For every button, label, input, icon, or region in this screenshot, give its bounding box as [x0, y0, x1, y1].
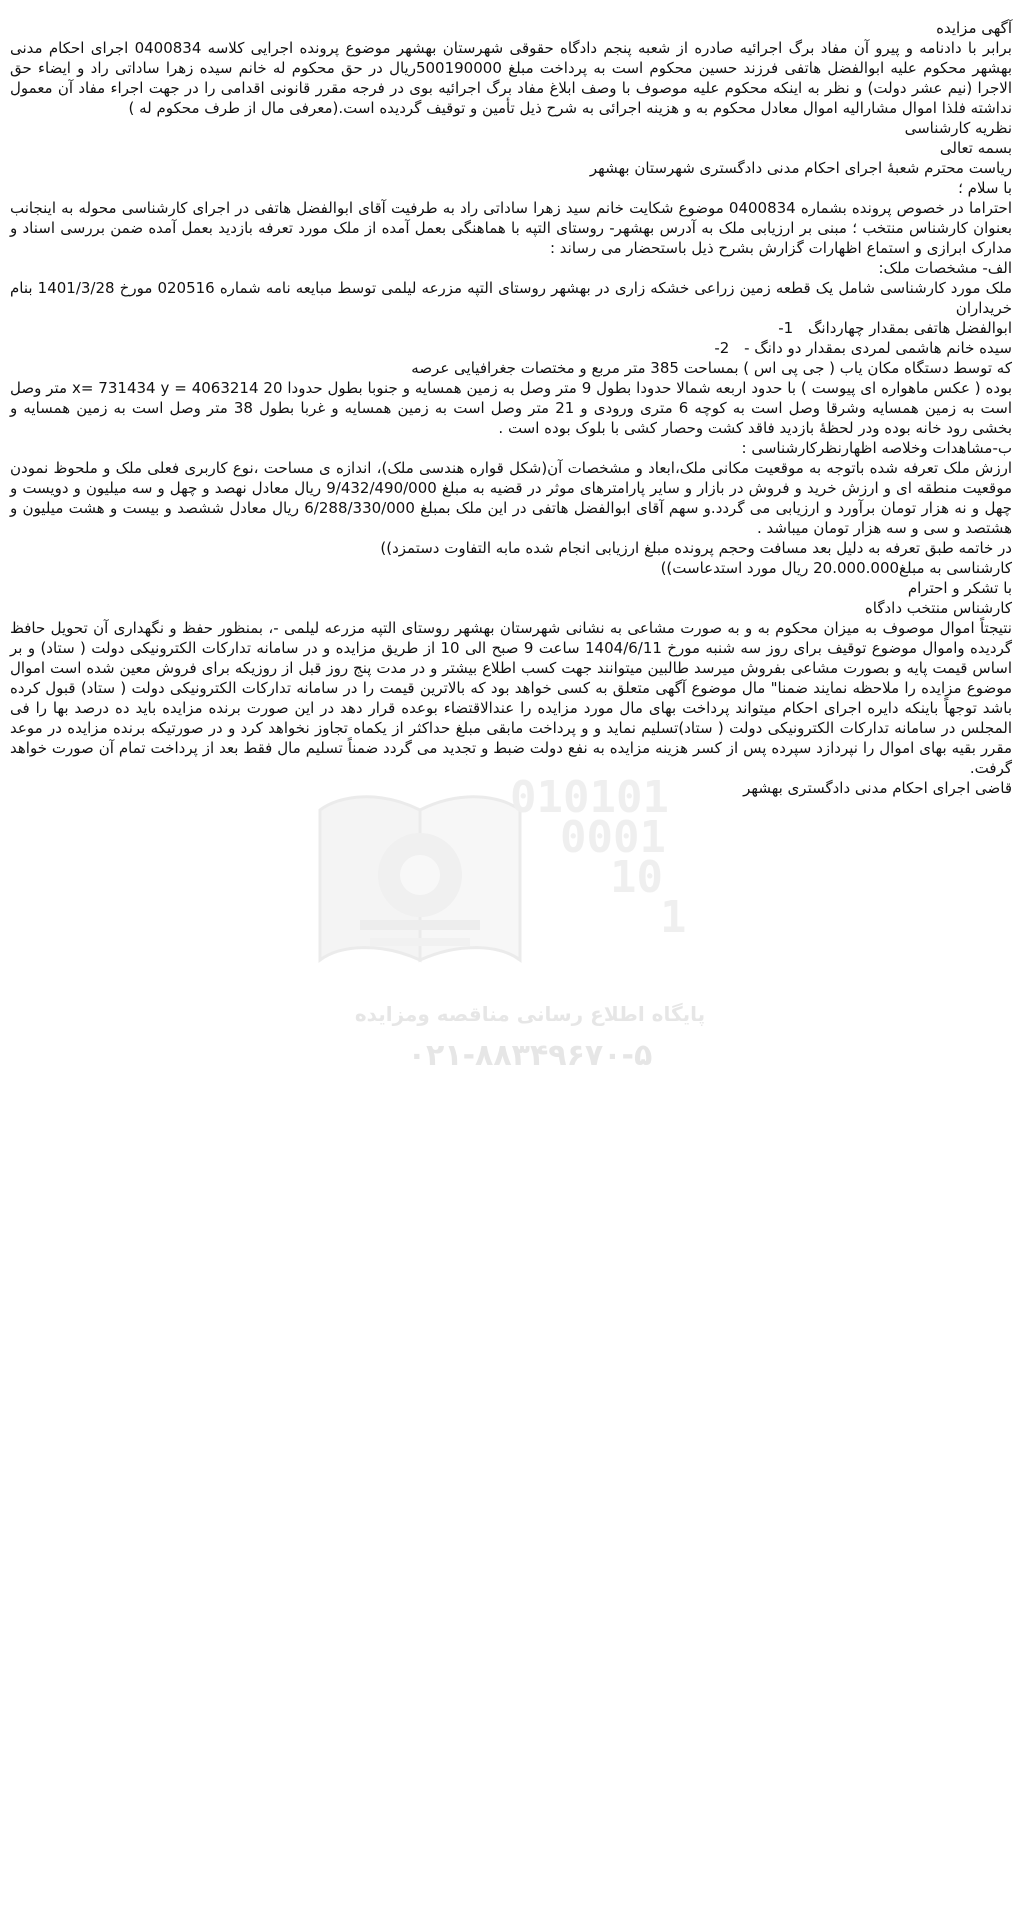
owner-item-1-text: ابوالفضل هاتفی بمقدار چهاردانگ: [807, 319, 1012, 337]
owner-item-1: [10, 318, 1012, 338]
owner-item-2-text: سیده خانم هاشمی لمردی بمقدار دو دانگ -: [744, 339, 1012, 357]
property-description: ملک مورد کارشناسی شامل یک قطعه زمین زراعی خشکه زاری در بهشهر روستای التپه مزرعه لیلمی توسط مبایعه نامه شماره 020516 مورخ 1401/3/28 بنام خریداران: [10, 279, 1013, 317]
owner-item-1-number: 1-: [778, 319, 794, 337]
watermark-bits-line: 0001: [560, 812, 666, 863]
judge-signature-line: قاضی اجرای احکام مدنی دادگستری بهشهر: [743, 779, 1012, 797]
signer-line: کارشناس منتخب دادگاه: [864, 599, 1012, 617]
watermark-bits-line: 10: [610, 852, 663, 903]
boundaries-paragraph: بوده ( عکس ماهواره ای پیوست ) با حدود اربعه شمالا حدودا بطول 9 متر وصل به زمین همسایه و جنوبا بطول حدودا x= 731434 y = 4063214 20 متر وصل است به زمین همسایه وشرقا وصل است به کوچه 6 متری ورودی و 21 متر وصل است به زمین همسایه و غربا بطول 38 متر وصل است به زمین همسایه و بخشی رود خانه بوده ودر لحظۀ بازدید فاقد کشت وحصار کشی با بلوک بوده است .: [10, 379, 1013, 437]
watermark-bits: [510, 772, 710, 943]
fee-paragraph: کارشناسی به مبلغ20.000.000 ریال مورد استدعاست)): [660, 559, 1012, 577]
final-paragraph: نتیجتاً اموال موصوف به میزان محکوم به و به صورت مشاعی به نشانی شهرستان بهشهر روستای التپه مزرعه لیلمی -، بمنظور حفظ و نگهداری آن تحویل حافظ گردیده واموال موضوع توقیف برای روز سه شنبه مورخ 1404/6/11 ساعت 9 صبح الی 10 از طریق مزایده و در سامانه تدارکات الکترونیکی دولت ( ستاد) و بر اساس قیمت پایه و بصورت مشاعی بفروش میرسد طالبین میتوانند جهت کسب اطلاع بیشتر و در مدت پنج روز قبل از روزیکه برای فروش معین شده است اموال موضوع مزایده را ملاحظه نمایند ضمنا" مال موضوع آگهی متعلق به کسی خواهد بود که بالاترین قیمت را در سامانه تدارکات الکترونیکی دولت ( ستاد) قبول کرده باشد توجهاً باینکه دایره اجرای احکام میتواند پرداخت بهای مال مورد مزایده را عندالاقتضاء بوعده قرار دهد در این صورت برنده مزایده باید ده درصد بها را فی المجلس در سامانه تدارکات الکترونیکی دولت ( ستاد)تسلیم نماید و و پرداخت مابقی مبلغ حداکثر از یکماه تجاوز نخواهد کرد و در صورتیکه برنده مزایده در موعد مقرر بقیه بهای اموال را نپردازد سپرده پس از کسر هزینه مزایده به نفع دولت ضبط و تجدید می گردد ضمناً تسلیم مال فقط بعد از پرداخت تمام آن صورت خواهد گرفت.: [10, 619, 1012, 777]
tariff-paragraph: در خاتمه طبق تعرفه به دلیل بعد مسافت وحجم پرونده مبلغ ارزیابی انجام شده مابه التفاوت دستمزد)): [380, 539, 1012, 557]
greeting-line: با سلام ؛: [958, 179, 1012, 197]
expert-opinion-heading: نظریه کارشناسی: [904, 119, 1012, 137]
owner-item-2: [10, 338, 1012, 358]
thanks-line: با تشکر و احترام: [907, 579, 1012, 597]
gps-paragraph: که توسط دستگاه مکان یاب ( جی پی اس ) بمساحت 385 متر مربع و مختصات جغرافیایی عرصه: [411, 359, 1012, 377]
watermark-phone: ۰۲۱-۸۸۳۴۹۶۷۰-۵: [407, 1038, 653, 1073]
addressee-line: ریاست محترم شعبۀ اجرای احکام مدنی دادگستری شهرستان بهشهر: [589, 159, 1012, 177]
valuation-paragraph: ارزش ملک تعرفه شده باتوجه به موقعیت مکانی ملک،ابعاد و مشخصات آن(شکل قواره هندسی ملک)، اندازه ی مساحت ،نوع کاربری فعلی ملک و ملحوظ نمودن موقعیت منطقه ای و ارزش خرید و فروش در بازار و سایر پارامترهای موثر در قضیه به مبلغ 9/432/490/000 ریال معادل نهصد و چهل و سه میلیون و دویست و چهل و نه هزار تومان برآورد و ارزیابی می گردد.و سهم آقای ابوالفضل هاتفی در این ملک بمبلغ 6/288/330/000 ریال معادل ششصد و بیست و هشت میلیون و هشتصد و سی و سه هزار تومان میباشد .: [10, 459, 1013, 537]
owner-item-2-number: 2-: [714, 339, 730, 357]
watermark-book-icon: [300, 770, 540, 1000]
watermark-bits-line: 1: [660, 892, 687, 943]
watermark-bits-line: 010101: [510, 772, 669, 823]
respect-paragraph: احتراما در خصوص پرونده بشماره 0400834 موضوع شکایت خانم سید زهرا ساداتی راد به طرفیت آقای ابوالفضل هاتفی در اجرای کارشناسی محوله به اینجانب بعنوان کارشناس منتخب ؛ مبنی بر ارزیابی ملک به آدرس بهشهر- روستای التپه با هماهنگی بعمل آمده از ملک مورد تعرفه بازدید بعمل آمده ضمن بررسی اسناد و مدارک ابرازی و استماع اظهارات گزارش بشرح ذیل باستحضار می رساند :: [10, 199, 1012, 257]
besme-line: بسمه تعالی: [939, 139, 1012, 157]
watermark: [300, 770, 750, 1090]
section-b-heading: ب-مشاهدات وخلاصه اظهارنظرکارشناسی :: [741, 439, 1012, 457]
section-a-heading: الف- مشخصات ملک:: [878, 259, 1012, 277]
notice-intro: برابر با دادنامه و پیرو آن مفاد برگ اجرائیه صادره از شعبه پنجم دادگاه حقوقی شهرستان بهشهر موضوع پرونده اجرایی کلاسه 0400834 اجرای احکام مدنی بهشهر محکوم علیه ابوالفضل هاتفی فرزند حسین محکوم است به پرداخت مبلغ 500190000ریال در حق محکوم له خانم سیده زهرا ساداتی راد و ایضاء حق الاجرا (نیم عشر دولت) و نظر به اینکه محکوم علیه موصوف با وصف ابلاغ مفاد برگ اجرائیه بوی در فرجه مقرر قانونی اقدامی را در جهت اجراء مفاد آن معمول نداشته فلذا اموال مشارالیه اموال معادل محکوم به و هزینه اجرائی به شرح ذیل تأمین و توقیف گردیده است.(معرفی مال از طرف محکوم له ): [10, 39, 1012, 117]
notice-document: [10, 18, 1012, 798]
watermark-site-name: پایگاه اطلاع رسانی مناقصه ومزایده: [354, 1002, 706, 1026]
notice-title: آگهی مزایده: [936, 19, 1012, 37]
